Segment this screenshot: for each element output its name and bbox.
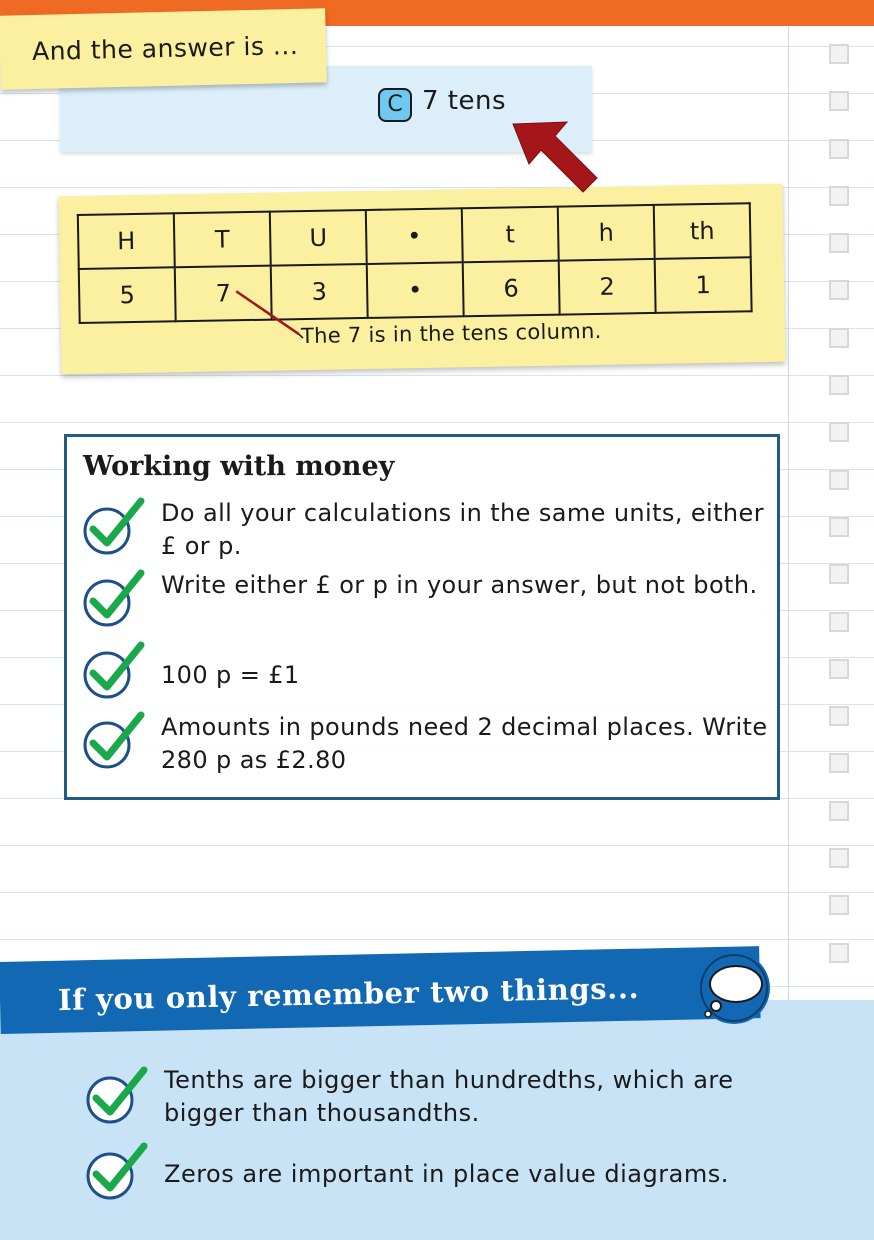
- margin-checkboxes: [829, 44, 853, 990]
- margin-checkbox: [829, 139, 849, 159]
- check-icon: [81, 711, 151, 771]
- margin-checkbox: [829, 91, 849, 111]
- value-cell: 2: [559, 259, 656, 315]
- check-icon: [81, 569, 151, 629]
- header-cell: th: [654, 203, 751, 259]
- place-value-caption: The 7 is in the tens column.: [300, 318, 602, 349]
- pointer-line: [230, 282, 311, 343]
- margin-checkbox: [829, 801, 849, 821]
- answer-text: 7 tens: [422, 86, 507, 116]
- margin-checkbox: [829, 612, 849, 632]
- margin-checkbox: [829, 375, 849, 395]
- value-cell: 6: [463, 261, 560, 317]
- remember-title: If you only remember two things...: [57, 970, 640, 1018]
- place-value-table: [77, 202, 753, 324]
- header-cell: h: [558, 205, 655, 261]
- check-icon: [84, 1140, 154, 1200]
- margin-line: [788, 26, 789, 1026]
- check-icon: [81, 641, 151, 701]
- margin-checkbox: [829, 280, 849, 300]
- money-tip-text: Do all your calculations in the same units, either £ or p.: [161, 499, 764, 560]
- header-cell: H: [78, 213, 175, 269]
- money-tip-text: Amounts in pounds need 2 decimal places. Write 280 p as £2.80: [161, 713, 768, 774]
- header-cell: •: [366, 208, 463, 264]
- margin-checkbox: [829, 517, 849, 537]
- money-tip-text: Write either £ or p in your answer, but not both.: [161, 571, 758, 599]
- margin-checkbox: [829, 706, 849, 726]
- margin-checkbox: [829, 44, 849, 64]
- money-tips-title: Working with money: [83, 451, 395, 482]
- margin-checkbox: [829, 659, 849, 679]
- margin-checkbox: [829, 186, 849, 206]
- value-cell: 3: [271, 264, 368, 320]
- value-cell: 5: [79, 267, 176, 323]
- check-icon: [84, 1064, 154, 1124]
- remember-item-text: Tenths are bigger than hundredths, which are bigger than thousandths.: [164, 1066, 734, 1127]
- margin-checkbox: [829, 233, 849, 253]
- value-cell: •: [367, 262, 464, 318]
- answer-label: And the answer is ...: [31, 30, 299, 66]
- margin-checkbox: [829, 943, 849, 963]
- place-value-note: [59, 184, 786, 375]
- thought-bubble-icon: [694, 950, 774, 1026]
- answer-option-badge: C: [378, 88, 412, 122]
- header-cell: t: [462, 207, 559, 263]
- margin-checkbox: [829, 895, 849, 915]
- arrow-icon: [505, 112, 605, 196]
- margin-checkbox: [829, 848, 849, 868]
- money-tip-text: 100 p = £1: [161, 661, 300, 689]
- margin-checkbox: [829, 564, 849, 584]
- value-cell: 7: [175, 266, 272, 322]
- margin-checkbox: [829, 753, 849, 773]
- header-cell: U: [270, 210, 367, 266]
- margin-checkbox: [829, 470, 849, 490]
- value-cell: 1: [655, 257, 752, 313]
- remember-item-text: Zeros are important in place value diagrams.: [164, 1160, 729, 1188]
- header-cell: T: [174, 212, 271, 268]
- table-row: [79, 257, 752, 323]
- money-tips-box: [64, 434, 780, 800]
- check-icon: [81, 497, 151, 557]
- answer-sticky-note: [0, 8, 327, 89]
- margin-checkbox: [829, 328, 849, 348]
- margin-checkbox: [829, 422, 849, 442]
